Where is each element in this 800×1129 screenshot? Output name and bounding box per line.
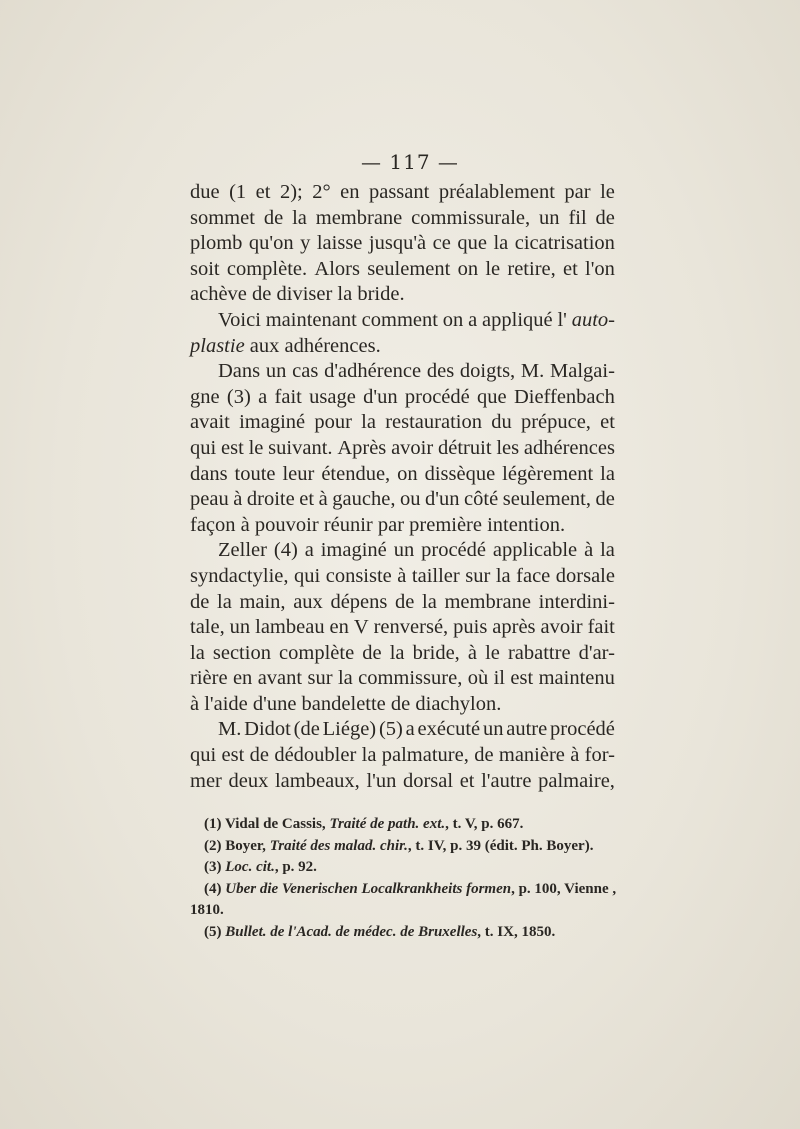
word: rière — [190, 667, 228, 690]
word: syndactylie, — [190, 564, 289, 587]
word: leur — [282, 462, 315, 485]
text-line — [190, 487, 615, 513]
word: imaginé — [239, 411, 306, 434]
word: est — [510, 667, 534, 690]
word: suivant. — [268, 436, 333, 459]
word: usage — [309, 385, 356, 408]
text-line — [190, 359, 615, 385]
word: en — [329, 616, 349, 639]
text-line — [190, 666, 615, 692]
footnote — [190, 836, 615, 858]
footnote-text: 1810. — [190, 902, 224, 918]
word: (1 — [229, 181, 247, 203]
word: les — [496, 436, 520, 459]
word: il — [493, 667, 506, 690]
word: des — [426, 360, 455, 383]
word: l' — [557, 308, 567, 331]
text-line — [190, 231, 615, 257]
word: le — [485, 257, 501, 280]
word: plastie — [190, 334, 245, 357]
word: 2); — [279, 181, 303, 203]
word: laisse — [316, 232, 363, 255]
word: étendue, — [321, 462, 391, 485]
word: soit — [190, 257, 220, 280]
footnote-text: Loc. cit. — [225, 859, 275, 875]
word: après — [492, 616, 536, 639]
word: Liége) — [322, 718, 377, 741]
word: un — [539, 206, 560, 229]
word: que — [477, 385, 507, 408]
word: commissurale, — [411, 206, 531, 229]
word: fait — [274, 385, 302, 408]
word: plomb — [190, 232, 243, 255]
word: tailler — [411, 564, 460, 587]
footnote-text: , t. IV, p. 39 (édit. Ph. Boyer). — [407, 837, 594, 854]
word: applicable — [492, 539, 578, 562]
word: auto- — [571, 308, 615, 331]
word: qui — [190, 436, 217, 459]
text-line — [190, 410, 615, 436]
word: peau — [190, 488, 229, 511]
word: la — [361, 411, 376, 434]
word: qui — [294, 564, 321, 587]
word: membrane — [315, 206, 403, 229]
word: avait — [190, 411, 230, 434]
word: de — [249, 744, 269, 767]
word: membrane — [444, 590, 531, 613]
footnote — [190, 814, 615, 836]
word: préalablement — [438, 181, 555, 203]
word: procédé — [404, 385, 470, 408]
text-line — [190, 206, 615, 232]
footnote-text: (5) — [204, 923, 226, 940]
word: complète. — [226, 257, 308, 280]
word: Après — [337, 436, 387, 459]
word: a — [405, 718, 415, 741]
text-line — [190, 513, 615, 539]
word: le — [600, 181, 615, 203]
word: jusqu'à — [368, 232, 427, 255]
word: imaginé — [320, 539, 387, 562]
word: à — [467, 641, 477, 664]
word: de — [474, 744, 494, 767]
text-line — [190, 282, 615, 308]
word: Alors — [314, 257, 360, 280]
word: de — [395, 590, 415, 613]
footnote — [190, 900, 615, 922]
footnote — [190, 922, 615, 944]
footnote-text: (3) — [204, 859, 226, 875]
word: qu'on — [248, 232, 294, 255]
footnote-text: , t. V, p. 667. — [445, 816, 524, 832]
word: la — [292, 206, 307, 229]
text-line — [190, 308, 615, 334]
word: de — [362, 641, 382, 664]
word: for- — [584, 744, 615, 767]
text-line — [190, 641, 615, 667]
text-line — [190, 462, 615, 488]
word: dissèque — [424, 462, 496, 485]
word: M. — [520, 360, 545, 383]
word: légèrement — [502, 462, 594, 485]
footnote-text: Bullet. de l'Acad. de médec. de Bruxelles — [225, 923, 478, 940]
text-line — [190, 538, 615, 564]
footnote-text: (1) Vidal de Cassis, — [204, 816, 330, 832]
text-line — [190, 334, 615, 360]
word: Zeller — [218, 539, 267, 562]
word: maintenu — [538, 667, 615, 690]
word: pour — [314, 411, 352, 434]
footnote-text: Traité des malad. chir. — [269, 837, 408, 854]
word: retire, — [507, 257, 556, 280]
word: bride, — [412, 641, 460, 664]
word: exécuté — [417, 718, 481, 741]
word: d'ar- — [578, 641, 615, 664]
word: seulement, — [502, 488, 591, 511]
word: a — [468, 308, 478, 331]
word: la — [217, 590, 232, 613]
word: dorsal — [402, 769, 454, 792]
word: un — [393, 539, 415, 562]
page-number: — 117 — — [361, 150, 459, 174]
text-line — [190, 436, 615, 462]
word: deux — [228, 769, 269, 792]
word: la — [337, 667, 353, 690]
text-line — [190, 590, 615, 616]
word: la — [495, 564, 511, 587]
word: Dieffenbach — [513, 385, 615, 408]
word: palmature, — [381, 744, 469, 767]
word: à — [318, 488, 328, 511]
word: d'un — [363, 385, 398, 408]
word: en — [232, 667, 253, 690]
word: à — [570, 744, 580, 767]
word: de — [263, 206, 284, 229]
word: et — [563, 257, 578, 280]
word: avant — [257, 667, 303, 690]
word: l'un — [366, 769, 397, 792]
footnote-text: , t. IX, 1850. — [477, 923, 556, 940]
word: la — [422, 590, 437, 613]
word: un — [482, 718, 504, 741]
footnote-text: (2) Boyer, — [204, 837, 270, 854]
footnote — [190, 879, 615, 901]
word: fait — [587, 616, 615, 639]
word: cicatrisation — [514, 232, 615, 255]
word: est — [221, 436, 244, 459]
word: dorsale — [555, 564, 615, 587]
word: consiste — [325, 564, 392, 587]
word: dans — [190, 462, 228, 485]
word: aux adhérences. — [244, 334, 381, 357]
word: un — [229, 616, 251, 639]
word: (5) — [378, 718, 403, 741]
word: main, — [239, 590, 286, 613]
word: cas — [292, 360, 319, 383]
word: palmaire, — [538, 769, 615, 792]
word: fil — [568, 206, 587, 229]
word: la — [389, 641, 405, 664]
word: l'on — [585, 257, 615, 280]
text-line — [190, 615, 615, 641]
word: appliqué — [482, 308, 553, 331]
word: la — [493, 232, 509, 255]
word: face — [516, 564, 551, 587]
word: la — [600, 539, 615, 562]
text-line — [190, 564, 615, 590]
word: toute — [234, 462, 276, 485]
word: avoir — [391, 436, 434, 459]
word: Voici — [218, 308, 261, 331]
word: la — [361, 744, 377, 767]
word: à — [584, 539, 594, 562]
footnote-text: (4) — [204, 880, 226, 897]
word: passant — [368, 181, 430, 203]
word: puis — [453, 616, 488, 639]
word: sommet — [190, 206, 255, 229]
footnote-text: , p. 92. — [274, 859, 317, 875]
word: achève de diviser la bride. — [190, 283, 405, 306]
word: ce — [432, 232, 451, 255]
word: sur — [465, 564, 491, 587]
word: rabattre — [507, 641, 571, 664]
text-line — [190, 769, 615, 795]
word: qui — [190, 744, 217, 767]
text-line — [190, 385, 615, 411]
word: du — [491, 411, 512, 434]
word: le — [485, 641, 500, 664]
word: (de — [293, 718, 320, 741]
word: seulement — [367, 257, 451, 280]
word: d'un — [425, 488, 460, 511]
word: section — [212, 641, 271, 664]
footnote-text: Traité de path. ext. — [329, 816, 446, 832]
word: autre — [506, 718, 548, 741]
word: Dans — [218, 360, 261, 383]
text-line — [190, 717, 615, 743]
word: prépuce, — [520, 411, 591, 434]
word: dédoubler — [274, 744, 357, 767]
word: façon à pouvoir réunir par première intention. — [190, 513, 566, 536]
word: lambeaux, — [274, 769, 360, 792]
word: sur — [307, 667, 333, 690]
word: procédé — [421, 539, 486, 562]
word: est — [221, 744, 245, 767]
word: adhérences — [523, 436, 615, 459]
word: la — [190, 641, 205, 664]
word: on — [397, 462, 418, 485]
word: de — [190, 590, 210, 613]
word: à l'aide d'une bandelette de diachylon. — [190, 692, 502, 715]
word: lambeau — [255, 616, 325, 639]
word: comment — [361, 308, 438, 331]
word: Malgai- — [550, 360, 615, 383]
word: où — [467, 667, 489, 690]
word: un — [265, 360, 287, 383]
word: détruit — [438, 436, 492, 459]
footnote-text: Uber die Venerischen Localkrankheits formen — [225, 880, 512, 897]
word: doigts, — [459, 360, 516, 383]
footnote-text: , p. 100, Vienne , — [511, 880, 617, 897]
word: maintenant — [265, 308, 357, 331]
word: restauration — [385, 411, 482, 434]
word: dépens — [330, 590, 388, 613]
word: de — [595, 206, 615, 229]
word: le — [248, 436, 264, 459]
word: M. — [218, 718, 242, 741]
word: gne — [190, 385, 220, 408]
word: interdini- — [538, 590, 615, 613]
word: mer — [190, 769, 222, 792]
word: tale, — [190, 616, 225, 639]
word: manière — [498, 744, 565, 767]
word: et — [459, 769, 475, 792]
word: complète — [279, 641, 355, 664]
word: de — [595, 488, 615, 511]
word: aux — [293, 590, 323, 613]
word: commissure, — [358, 667, 463, 690]
word: renversé, — [373, 616, 449, 639]
text-line — [190, 180, 615, 206]
word: on — [457, 257, 479, 280]
word: due — [190, 181, 220, 203]
word: y — [300, 232, 311, 255]
word: que — [457, 232, 487, 255]
word: a — [258, 385, 268, 408]
word: Didot — [244, 718, 291, 741]
word: a — [304, 539, 314, 562]
word: on — [442, 308, 464, 331]
word: droite — [246, 488, 295, 511]
text-line — [190, 743, 615, 769]
word: et — [299, 488, 315, 511]
word: en — [340, 181, 360, 203]
word: et — [255, 181, 271, 203]
word: procédé — [550, 718, 615, 741]
word: ou — [400, 488, 421, 511]
word: (4) — [273, 539, 298, 562]
word: (3) — [226, 385, 251, 408]
footnotes — [190, 814, 615, 943]
body-text — [190, 180, 615, 794]
word: la — [600, 462, 615, 485]
text-line — [190, 257, 615, 283]
footnote — [190, 857, 615, 879]
word: l'autre — [481, 769, 532, 792]
word: V — [353, 616, 369, 639]
word: d'adhérence — [324, 360, 422, 383]
word: à — [397, 564, 407, 587]
word: et — [600, 411, 615, 434]
word: 2° — [312, 181, 331, 203]
text-line — [190, 692, 615, 718]
word: à — [233, 488, 243, 511]
word: par — [564, 181, 591, 203]
word: côté — [464, 488, 499, 511]
word: avoir — [540, 616, 583, 639]
word: gauche, — [332, 488, 396, 511]
